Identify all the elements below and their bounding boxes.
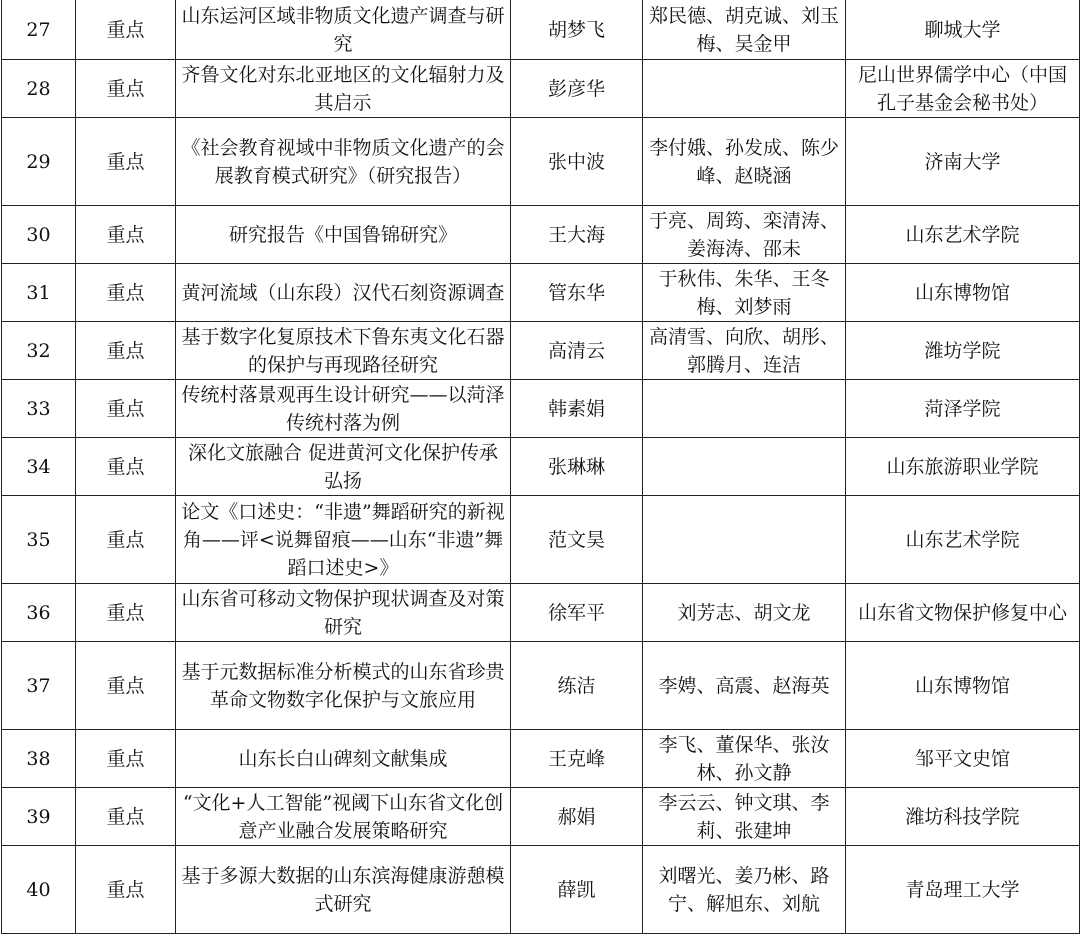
project-title: 传统村落景观再生设计研究——以菏泽传统村落为例 (176, 380, 511, 438)
team-members: 于秋伟、朱华、王冬梅、刘梦雨 (643, 264, 846, 322)
table-row (2, 642, 1080, 730)
project-level: 重点 (76, 438, 176, 496)
team-members (643, 380, 846, 438)
project-title: 深化文旅融合 促进黄河文化保护传承弘扬 (176, 438, 511, 496)
table-row (2, 264, 1080, 322)
table-row (2, 846, 1080, 934)
project-title: 齐鲁文化对东北亚地区的文化辐射力及其启示 (176, 60, 511, 118)
row-number: 31 (2, 264, 76, 322)
project-level: 重点 (76, 264, 176, 322)
project-title: 基于多源大数据的山东滨海健康游憩模式研究 (176, 846, 511, 934)
affiliated-unit: 尼山世界儒学中心（中国孔子基金会秘书处） (846, 60, 1080, 118)
table-row (2, 0, 1080, 60)
project-leader: 胡梦飞 (511, 0, 643, 60)
row-number: 33 (2, 380, 76, 438)
table-row (2, 730, 1080, 788)
project-level: 重点 (76, 60, 176, 118)
project-title: 基于数字化复原技术下鲁东夷文化石器的保护与再现路径研究 (176, 322, 511, 380)
affiliated-unit: 青岛理工大学 (846, 846, 1080, 934)
row-number: 39 (2, 788, 76, 846)
project-leader: 张中波 (511, 118, 643, 206)
team-members: 高清雪、向欣、胡彤、郭腾月、连洁 (643, 322, 846, 380)
affiliated-unit: 山东省文物保护修复中心 (846, 584, 1080, 642)
team-members: 李云云、钟文琪、李莉、张建坤 (643, 788, 846, 846)
affiliated-unit: 菏泽学院 (846, 380, 1080, 438)
team-members: 刘曙光、姜乃彬、路宁、解旭东、刘航 (643, 846, 846, 934)
project-level: 重点 (76, 380, 176, 438)
project-leader: 张琳琳 (511, 438, 643, 496)
project-level: 重点 (76, 846, 176, 934)
team-members: 于亮、周筠、栾清涛、姜海涛、邵未 (643, 206, 846, 264)
row-number: 36 (2, 584, 76, 642)
project-leader: 王克峰 (511, 730, 643, 788)
row-number: 29 (2, 118, 76, 206)
team-members: 李娉、高震、赵海英 (643, 642, 846, 730)
team-members (643, 60, 846, 118)
table-row (2, 788, 1080, 846)
row-number: 34 (2, 438, 76, 496)
team-members: 李付娥、孙发成、陈少峰、赵晓涵 (643, 118, 846, 206)
project-level: 重点 (76, 322, 176, 380)
project-table (1, 0, 1080, 934)
project-level: 重点 (76, 496, 176, 584)
affiliated-unit: 山东博物馆 (846, 264, 1080, 322)
row-number: 37 (2, 642, 76, 730)
project-leader: 高清云 (511, 322, 643, 380)
project-title: 山东运河区域非物质文化遗产调查与研究 (176, 0, 511, 60)
team-members: 郑民德、胡克诚、刘玉梅、吴金甲 (643, 0, 846, 60)
project-leader: 范文昊 (511, 496, 643, 584)
row-number: 30 (2, 206, 76, 264)
row-number: 32 (2, 322, 76, 380)
row-number: 40 (2, 846, 76, 934)
table-row (2, 584, 1080, 642)
project-level: 重点 (76, 206, 176, 264)
row-number: 35 (2, 496, 76, 584)
project-leader: 王大海 (511, 206, 643, 264)
project-title: “文化+人工智能”视阈下山东省文化创意产业融合发展策略研究 (176, 788, 511, 846)
table-row (2, 496, 1080, 584)
project-title: 《社会教育视域中非物质文化遗产的会展教育模式研究》（研究报告） (176, 118, 511, 206)
project-title: 论文《口述史：“非遗”舞蹈研究的新视角——评<说舞留痕——山东“非遗”舞蹈口述史>》 (176, 496, 511, 584)
team-members (643, 438, 846, 496)
affiliated-unit: 山东艺术学院 (846, 496, 1080, 584)
affiliated-unit: 山东艺术学院 (846, 206, 1080, 264)
table-row (2, 60, 1080, 118)
team-members: 刘芳志、胡文龙 (643, 584, 846, 642)
project-leader: 薛凯 (511, 846, 643, 934)
affiliated-unit: 潍坊学院 (846, 322, 1080, 380)
row-number: 28 (2, 60, 76, 118)
row-number: 38 (2, 730, 76, 788)
project-title: 山东省可移动文物保护现状调查及对策研究 (176, 584, 511, 642)
project-level: 重点 (76, 730, 176, 788)
affiliated-unit: 聊城大学 (846, 0, 1080, 60)
project-leader: 徐军平 (511, 584, 643, 642)
project-level: 重点 (76, 118, 176, 206)
affiliated-unit: 济南大学 (846, 118, 1080, 206)
project-leader: 彭彦华 (511, 60, 643, 118)
affiliated-unit: 邹平文史馆 (846, 730, 1080, 788)
table-row (2, 118, 1080, 206)
project-leader: 郝娟 (511, 788, 643, 846)
project-table-body (2, 0, 1080, 934)
project-title: 研究报告《中国鲁锦研究》 (176, 206, 511, 264)
project-level: 重点 (76, 642, 176, 730)
table-row (2, 322, 1080, 380)
table-row (2, 438, 1080, 496)
affiliated-unit: 山东旅游职业学院 (846, 438, 1080, 496)
project-level: 重点 (76, 0, 176, 60)
affiliated-unit: 潍坊科技学院 (846, 788, 1080, 846)
team-members: 李飞、董保华、张汝林、孙文静 (643, 730, 846, 788)
project-leader: 韩素娟 (511, 380, 643, 438)
project-level: 重点 (76, 788, 176, 846)
team-members (643, 496, 846, 584)
project-leader: 管东华 (511, 264, 643, 322)
project-leader: 练洁 (511, 642, 643, 730)
table-row (2, 380, 1080, 438)
project-title: 山东长白山碑刻文献集成 (176, 730, 511, 788)
row-number: 27 (2, 0, 76, 60)
project-level: 重点 (76, 584, 176, 642)
project-title: 基于元数据标准分析模式的山东省珍贵革命文物数字化保护与文旅应用 (176, 642, 511, 730)
table-row (2, 206, 1080, 264)
project-title: 黄河流域（山东段）汉代石刻资源调查 (176, 264, 511, 322)
affiliated-unit: 山东博物馆 (846, 642, 1080, 730)
